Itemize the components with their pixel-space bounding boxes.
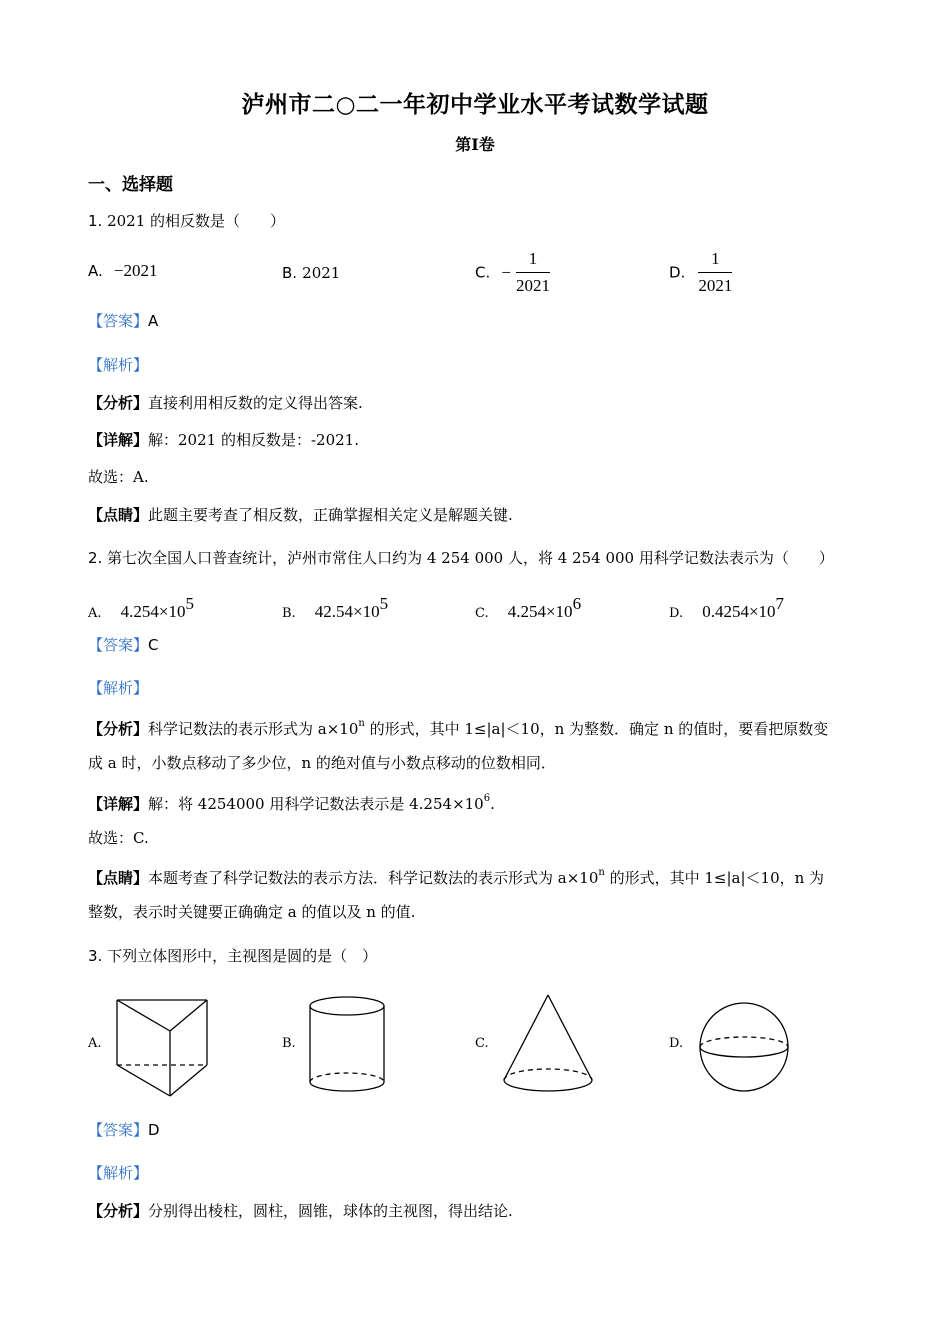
exponent: 7 (775, 594, 785, 613)
answer-value: D (148, 1121, 160, 1139)
q2-dianjing (88, 868, 824, 886)
question-number: 3. (88, 947, 103, 965)
fraction (516, 249, 550, 296)
minus-sign: − (501, 262, 511, 282)
q1-option-a (88, 261, 157, 281)
question-number: 2. (88, 549, 103, 567)
option-label: A. (88, 606, 102, 621)
numerator: 1 (516, 249, 550, 273)
xiangjie-end: . (490, 795, 495, 813)
option-label: B. (282, 606, 296, 621)
q1-jiexi-tag: 【解析】 (88, 356, 149, 374)
q3-answer (88, 1123, 160, 1138)
q1-option-b (282, 263, 340, 282)
answer-value: A (148, 312, 159, 330)
option-value: 2021 (302, 264, 341, 282)
xiangjie-tag: 【详解】 (88, 431, 149, 449)
q2-option-d (669, 594, 784, 622)
option-value: 4.254×10 (120, 602, 186, 621)
q1-xiangjie (88, 433, 359, 448)
triangular-prism-figure (112, 993, 212, 1099)
fenxi-text: 分别得出棱柱，圆柱，圆锥，球体的主视图，得出结论. (148, 1202, 513, 1220)
q1-option-c (475, 249, 550, 296)
option-value: −2021 (113, 261, 158, 280)
q2-fenxi-line2: 成 a 时，小数点移动了多少位，n 的绝对值与小数点移动的位数相同． (88, 754, 556, 772)
option-value: 4.254×10 (507, 602, 573, 621)
q2-option-a (88, 594, 194, 622)
fenxi-tag: 【分析】 (88, 394, 149, 412)
q2-jiexi-tag: 【解析】 (88, 679, 149, 697)
dianjing-text-cont: 的形式，其中 1≤|a|＜10，n 为 (604, 869, 825, 887)
answer-tag: 【答案】 (88, 1121, 149, 1139)
xiangjie-tag: 【详解】 (88, 795, 149, 813)
q1-guxuan: 故选：A. (88, 468, 149, 486)
q1-option-d (669, 249, 732, 296)
question-1 (88, 214, 285, 229)
option-label: A. (88, 262, 103, 280)
numerator: 1 (698, 249, 732, 273)
exponent: 6 (483, 793, 491, 804)
fraction (698, 249, 732, 296)
fenxi-text: 直接利用相反数的定义得出答案. (148, 394, 363, 412)
q2-dianjing-line2: 整数，表示时关键要正确确定 a 的值以及 n 的值. (88, 903, 416, 921)
option-label: B. (282, 264, 298, 282)
q1-dianjing (88, 508, 513, 523)
q2-option-b (282, 594, 388, 622)
exponent: n (598, 867, 605, 878)
question-2 (88, 551, 834, 566)
q2-xiangjie (88, 794, 495, 812)
option-value: 42.54×10 (314, 602, 380, 621)
dianjing-tag: 【点睛】 (88, 869, 149, 887)
exponent: 5 (379, 594, 389, 613)
option-label: D. (669, 263, 686, 282)
q1-answer (88, 314, 158, 329)
q3-fenxi (88, 1204, 513, 1219)
denominator: 2021 (516, 276, 551, 295)
option-value: 0.4254×10 (702, 602, 776, 621)
fenxi-tag: 【分析】 (88, 720, 149, 738)
page-title: 泸州市二○二一年初中学业水平考试数学试题 (241, 91, 709, 118)
denominator: 2021 (698, 276, 733, 295)
dianjing-text: 本题考查了科学记数法的表示方法．科学记数法的表示形式为 a×10 (148, 869, 599, 887)
page-subtitle: 第Ⅰ卷 (455, 135, 495, 154)
cylinder-figure (304, 994, 390, 1096)
q3-jiexi-tag: 【解析】 (88, 1164, 149, 1182)
q3-option-c-label: C. (475, 1036, 489, 1051)
option-label: C. (475, 263, 491, 282)
question-stem: 下列立体图形中，主视图是圆的是（ ） (107, 947, 378, 965)
q2-option-c (475, 594, 581, 622)
dianjing-tag: 【点睛】 (88, 506, 149, 524)
q3-option-d-label: D. (669, 1036, 684, 1051)
question-stem: 第七次全国人口普查统计，泸州市常住人口约为 4 254 000 人，将 4 254 000 用科学记数法表示为（ ） (107, 549, 834, 567)
exponent: 6 (572, 594, 582, 613)
xiangjie-text: 解：2021 的相反数是：-2021. (148, 431, 359, 449)
q3-option-b-label: B. (282, 1036, 296, 1051)
cone-figure (500, 992, 596, 1096)
q2-guxuan: 故选：C. (88, 829, 149, 847)
question-stem: 2021 的相反数是（ ） (107, 212, 286, 230)
fenxi-text: 科学记数法的表示形式为 a×10 (148, 720, 359, 738)
q3-option-a-label: A. (88, 1036, 102, 1051)
option-label: D. (669, 606, 684, 621)
q2-fenxi (88, 719, 828, 737)
exponent: n (358, 718, 365, 729)
answer-tag: 【答案】 (88, 312, 149, 330)
answer-tag: 【答案】 (88, 636, 149, 654)
question-number: 1. (88, 212, 103, 230)
sphere-figure (696, 1000, 792, 1096)
fenxi-tag: 【分析】 (88, 1202, 149, 1220)
q2-answer (88, 638, 159, 653)
option-label: C. (475, 606, 489, 621)
fenxi-text-cont: 的形式，其中 1≤|a|＜10，n 为整数．确定 n 的值时，要看把原数变 (364, 720, 829, 738)
section-heading: 一、选择题 (88, 175, 173, 195)
answer-value: C (148, 636, 159, 654)
xiangjie-text: 解：将 4254000 用科学记数法表示是 4.254×10 (148, 795, 484, 813)
question-3 (88, 949, 377, 964)
exponent: 5 (185, 594, 194, 613)
q1-fenxi (88, 396, 363, 411)
dianjing-text: 此题主要考查了相反数，正确掌握相关定义是解题关键. (148, 506, 513, 524)
